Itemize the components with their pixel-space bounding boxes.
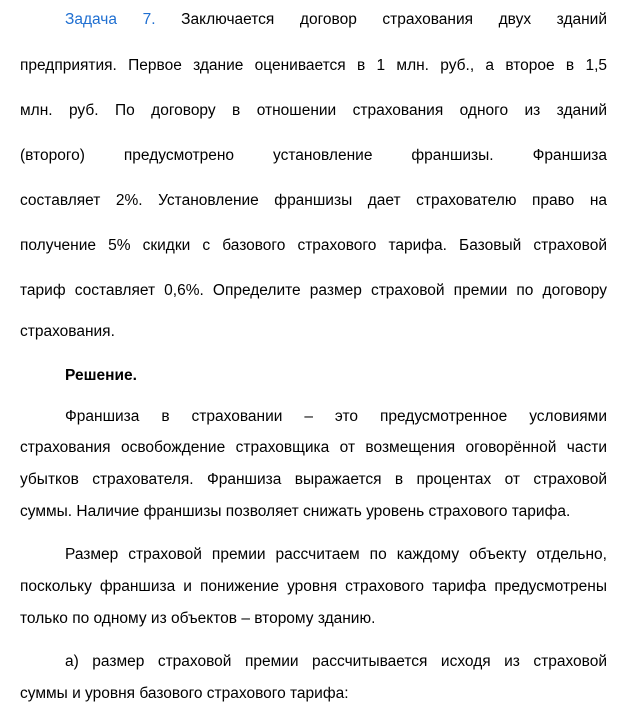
- paragraph-3-line-2: суммы и уровня базового страхового тарифа:: [20, 685, 349, 702]
- paragraph-2-line-1: Размер страховой премии рассчитаем по каждому объекту отдельно,: [65, 546, 607, 563]
- task-line-2: предприятия. Первое здание оценивается в 1 млн. руб., а второе в 1,5: [20, 57, 607, 74]
- task-line-4: (второго) предусмотрено установление франшизы. Франшиза: [20, 147, 607, 164]
- task-line-8: страхования.: [20, 323, 115, 340]
- task-line-6: получение 5% скидки с базового страхового тарифа. Базовый страховой: [20, 237, 607, 254]
- paragraph-1-line-4: суммы. Наличие франшизы позволяет снижать уровень страхового тарифа.: [20, 503, 571, 520]
- task-line-3: млн. руб. По договору в отношении страхования одного из зданий: [20, 102, 607, 119]
- task-line-5: составляет 2%. Установление франшизы дает страхователю право на: [20, 192, 607, 209]
- paragraph-3-line-1: а) размер страховой премии рассчитывается исходя из страховой: [65, 653, 607, 670]
- paragraph-1-line-3: убытков страхователя. Франшиза выражается в процентах от страховой: [20, 471, 607, 488]
- paragraph-2-line-2: поскольку франшиза и понижение уровня страхового тарифа предусмотрены: [20, 578, 607, 595]
- paragraph-1-line-2: страхования освобождение страховщика от возмещения оговорённой части: [20, 439, 607, 456]
- paragraph-2-line-3: только по одному из объектов – второму зданию.: [20, 610, 376, 627]
- paragraph-1-line-1: Франшиза в страховании – это предусмотренное условиями: [65, 408, 607, 425]
- task-line-1: [65, 10, 607, 30]
- solution-heading: Решение.: [65, 367, 137, 384]
- task-label: Задача 7.: [65, 11, 156, 28]
- task-line-7: тариф составляет 0,6%. Определите размер страховой премии по договору: [20, 282, 607, 299]
- task-text-line: Заключается договор страхования двух зданий: [181, 11, 607, 28]
